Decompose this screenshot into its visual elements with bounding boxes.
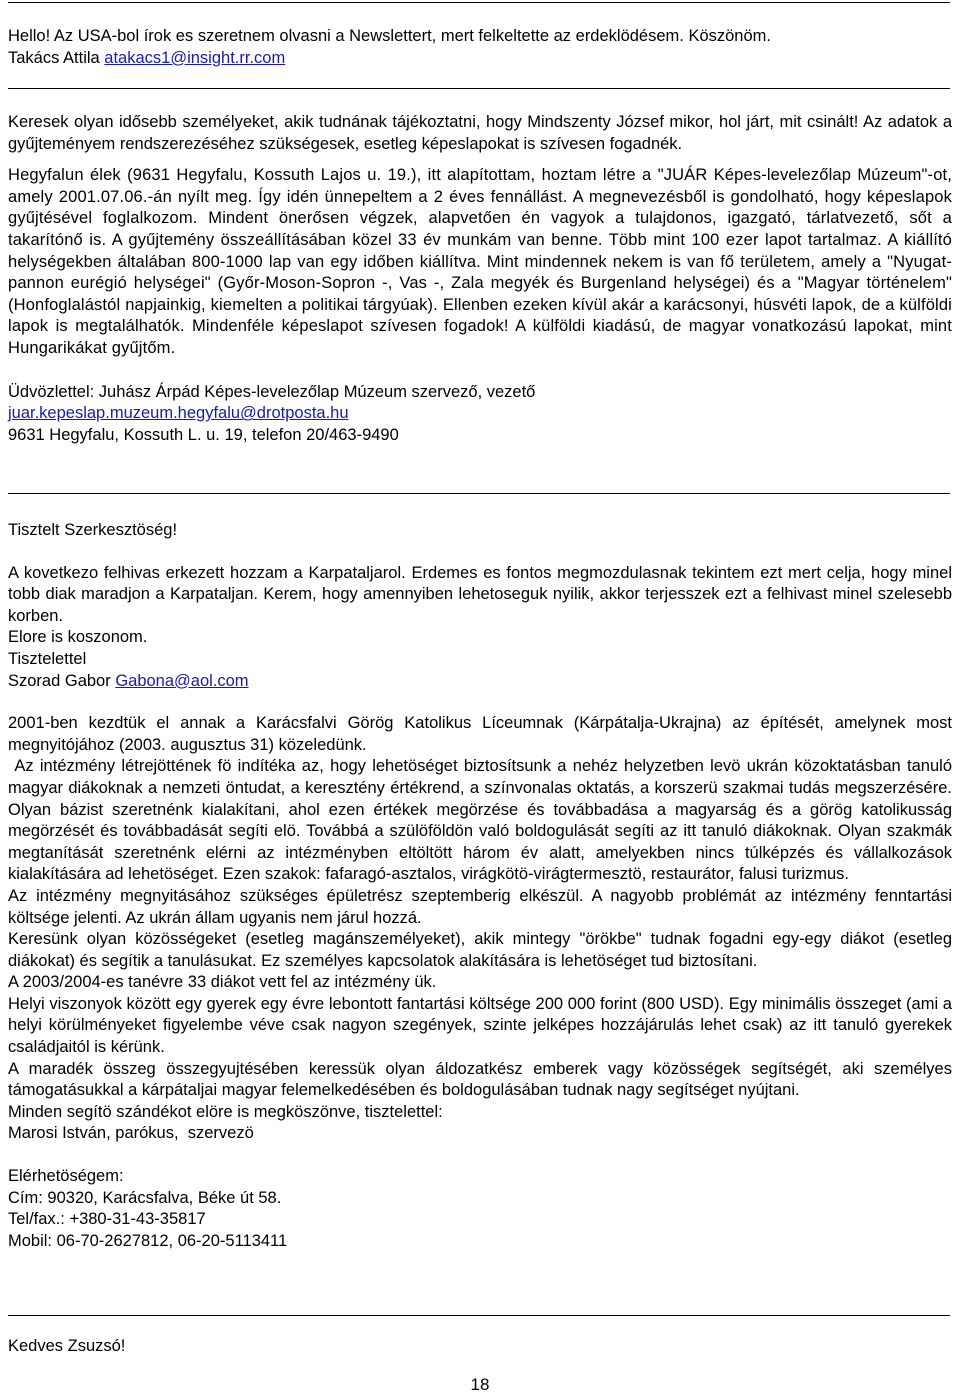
letter-salutation: Tisztelt Szerkesztöség! [8,521,178,539]
page-number: 18 [470,1375,490,1394]
letter-signature [8,671,952,693]
letter-salutation: Kedves Zsuzsó! [8,1337,126,1355]
signature-name: Takács Attila [8,48,105,67]
letter-paragraph: A maradék összeg összegyujtésében keressük olyan áldozatkész emberek vagy közösségek segítségét, aki személyes támogatásukkal a kárpátaljai magyar felemelkedésében és boldogulásában tudnak nagy segítséget nyújtani. [8,1059,952,1100]
letter-greeting: Üdvözlettel: Juhász Árpád Képes-levelezőlap Múzeum szervező, vezető [8,382,536,401]
letter-text: Elore is koszonom. [8,628,148,647]
letter-paragraph: A kovetkezo felhivas erkezett hozzam a Karpataljarol. Erdemes es fontos megmozdulasnak tekintem ezt mert celja, hogy minel tobb diak maradjon a Karpataljan. Kerem, hogy amennyiben lehetoseguk nyilik, akkor terjesszek ezt a felhivast minel szelesebb korben. [8,563,952,625]
letter-paragraph: Keresünk olyan közösségeket (esetleg magánszemélyeket), akik mintegy "örökbe" tudnak fogadni egy-egy diákot (esetleg diákokat) és segítik a tanulásukat. Ez személyes kapcsolatok alakítására is lehetöséget tud biztosítani. [8,930,952,970]
letter-signature: Marosi István, parókus, szervezö [8,1124,254,1143]
letter-paragraph: 2001-ben kezdtük el annak a Karácsfalvi Görög Katolikus Líceumnak (Kárpátalja-Ukrajna) az építését, amelynek most megnyitójához (2003. augusztus 31) közeledünk. [8,714,952,754]
letter-address: 9631 Hegyfalu, Kossuth L. u. 19, telefon 20/463-9490 [8,425,399,444]
letter-paragraph: Keresek olyan idősebb személyeket, akik tudnának tájékoztatni, hogy Mindszenty József mikor, hol járt, mit csinált! Az adatok a gyűjteményem rendszerezéséhez szükségesek, esetleg képeslapokat is szívesen fogadnék. [8,113,952,153]
contact-tel: Tel/fax.: +380-31-43-35817 [8,1210,206,1229]
contact-address: Cím: 90320, Karácsfalva, Béke út 58. [8,1188,282,1207]
contact-label: Elérhetöségem: [8,1167,124,1186]
letter-paragraph: Helyi viszonyok között egy gyerek egy évre lebontott fantartási költsége 200 000 forint (800 USD). Egy minimális összeget (ami a helyi körülményeket figyelembe véve csak nagyon szegények, szinte jelképes hozzájárulás lehet csak) az itt tanuló gyerekek családjaitól is kérünk. [8,994,952,1057]
letter-takacs [8,26,960,69]
top-divider [8,2,950,3]
section-divider [8,88,950,89]
letter-signature [8,48,960,70]
letter-paragraph: Az intézmény megnyitásához szükséges épületrész szeptemberig elkészül. A nagyobb problémát az intézmény fenntartási költsége jelenti. Az ukrán állam ugyanis nem járul hozzá. [8,886,952,927]
letter-email [8,403,952,425]
letter-paragraph: Hegyfalun élek (9631 Hegyfalu, Kossuth Lajos u. 19.), itt alapítottam, hoztam létre a "JUÁR Képes-levelezőlap Múzeum"-ot, amely 2001.07.06.-án nyílt meg. Így idén ünnepeltem a 2 éves fennállást. A megnevezésből is gondolható, hogy képeslapok gyűjtésével foglalkozom. Mindent önerősen végzek, alapvetően én vagyok a tulajdonos, igazgató, tárlatvezető, sőt a takarítónő is. A gyűjtemény összeállításában közel 33 év munkám van benne. Több mint 100 ezer lapot tartalmaz. A kiállító helységekben általában 800-1000 lap van egy időben kiállítva. Mint mindennek nekem is van fő területem, amely a "Nyugat-pannon eurégió helységei" (Győr-Moson-Sopron -, Vas -, Zala megyék és Burgenland helységei) és a "Magyar történelem" (Honfoglalástól napjainkig, kiemelten a politikai tárgyúak). Ellenben ezeken kívül akár a karácsonyi, húsvéti lapok, de a külföldi lapok is megtalálhatók. Mindenféle képeslapot szívesen fogadok! A külföldi kiadású, de magyar vonatkozású lapokat, mint Hungarikákat gyűjtőm. [8,166,952,357]
letter-text: Hello! Az USA-bol írok es szeretnem olvasni a Newslettert, mert felkeltette az erdeklödésem. Köszönöm. [8,27,771,45]
letter-szorad [8,520,957,1252]
letter-paragraph: A 2003/2004-es tanévre 33 diákot vett fel az intézmény ük. [8,973,437,992]
section-divider [8,1315,950,1316]
letter-text: Minden segítö szándékot elöre is megköszönve, tisztelettel: [8,1102,443,1121]
section-divider [8,493,950,494]
letter-zsuzso [8,1336,960,1358]
contact-mobile: Mobil: 06-70-2627812, 06-20-5113411 [8,1231,288,1250]
email-link[interactable]: atakacs1@insight.rr.com [104,48,286,67]
signature-name: Szorad Gabor [8,671,116,690]
letter-text: Tisztelettel [8,649,87,668]
email-link[interactable]: juar.kepeslap.muzeum.hegyfalu@drotposta.hu [8,404,349,423]
email-link[interactable]: Gabona@aol.com [115,671,249,690]
letter-juhasz [8,112,952,446]
letter-paragraph: Az intézmény létrejöttének fö indítéka az, hogy lehetöséget biztosítsunk a nehéz helyzetben levö ukrán közoktatásban tanuló magyar diákoknak a nemzeti öntudat, a keresztény értékrend, a színvonalas oktatás, a korszerü szakmai tudás megszerzésére. Olyan bázist szeretnénk kialakítani, ahol ezen értékek megörzése és továbbadása a magyarság és a görög katolikusság megörzését és továbbadását segíti elö. Továbbá a szülöföldön való boldogulását segíti az itt tanuló diákoknak. Olyan szakmák megtanítását szeretnénk elérni az intézményben eltöltött három év alatt, amelyekben nincs túlképzés és vállalkozások kialakítására ad lehetöséget. Ezen szakok: fafaragó-asztalos, virágkötö-virágtermesztö, restaurátor, falusi turizmus. [8,757,957,884]
